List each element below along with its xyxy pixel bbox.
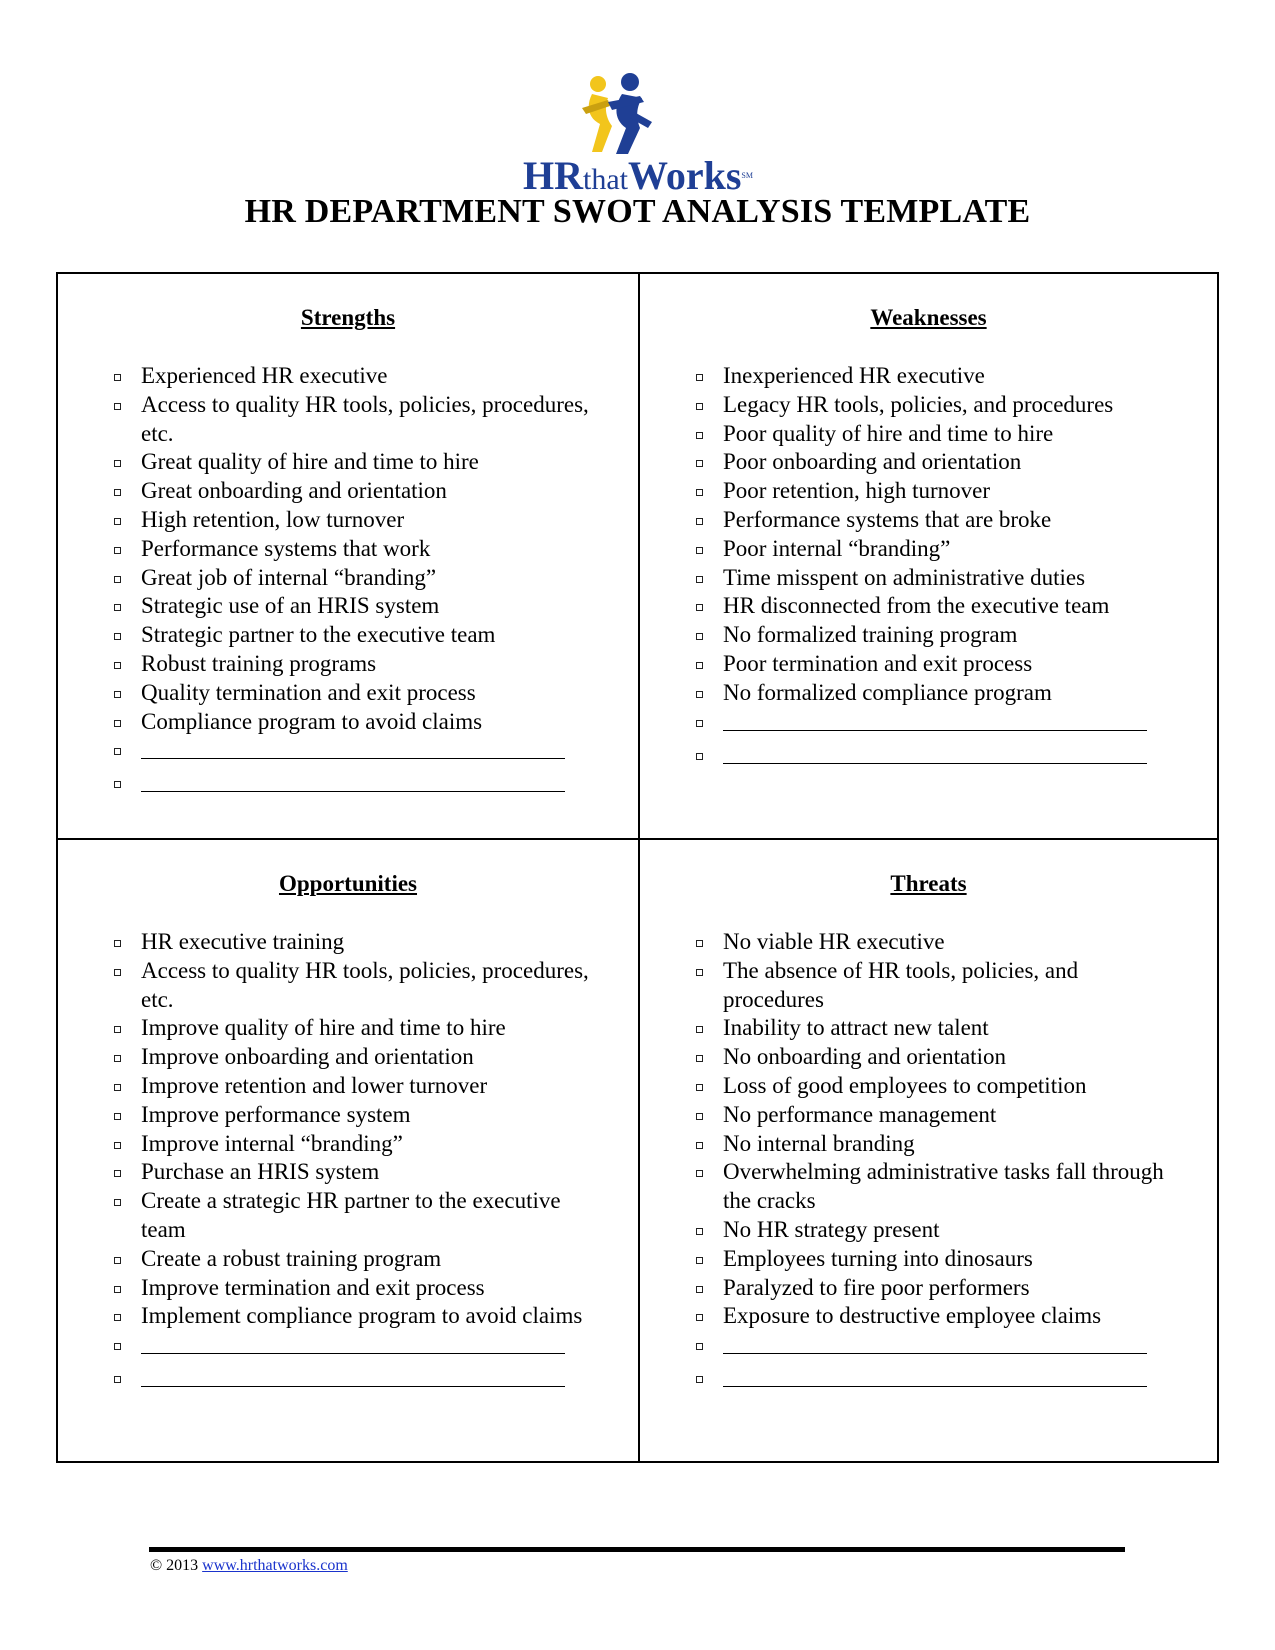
running-figures-icon [578,72,698,158]
checkbox-icon [696,403,703,410]
list-item: Improve onboarding and orientation [110,1043,601,1072]
checkbox-icon [114,1343,121,1350]
checkbox-icon [696,1084,703,1091]
logo-wordmark: HRthatWorks℠ [523,153,753,198]
list-item: Great onboarding and orientation [110,477,601,506]
list-item: Improve performance system [110,1101,601,1130]
checkbox-icon [114,1286,121,1293]
checkbox-icon [696,460,703,467]
checkbox-icon [114,374,121,381]
strengths-heading: Strengths [300,305,396,330]
list-item: Create a robust training program [110,1245,601,1274]
list-item: Improve termination and exit process [110,1274,601,1303]
list-item: Great quality of hire and time to hire [110,448,601,477]
checkbox-icon [696,1055,703,1062]
checkbox-icon [114,781,121,788]
checkbox-icon [114,1026,121,1033]
list-item: No HR strategy present [692,1216,1183,1245]
checkbox-icon [114,604,121,611]
hrthatworks-logo [508,72,768,198]
checkbox-icon [114,1257,121,1264]
checkbox-icon [696,720,703,727]
threats-list [640,898,1217,1397]
weaknesses-heading: Weaknesses [870,305,987,330]
list-item: Robust training programs [110,650,601,679]
strengths-list [58,332,638,802]
list-item: HR disconnected from the executive team [692,592,1183,621]
weaknesses-list [640,332,1217,774]
list-item: HR executive training [110,928,601,957]
threats-heading: Threats [890,871,967,896]
list-item: Create a strategic HR partner to the executive team [110,1187,601,1245]
list-item: Purchase an HRIS system [110,1158,601,1187]
list-item: Exposure to destructive employee claims [692,1302,1183,1331]
checkbox-icon [696,940,703,947]
list-item: Great job of internal “branding” [110,564,601,593]
list-item: Improve quality of hire and time to hire [110,1014,601,1043]
checkbox-icon [696,753,703,760]
blank-entry-line[interactable] [110,1364,638,1397]
list-item: Access to quality HR tools, policies, procedures, etc. [110,391,601,449]
checkbox-icon [114,1142,121,1149]
list-item: Experienced HR executive [110,362,601,391]
checkbox-icon [114,1055,121,1062]
list-item: Legacy HR tools, policies, and procedures [692,391,1183,420]
blank-entry-line[interactable] [692,708,1217,741]
list-item: Compliance program to avoid claims [110,708,601,737]
list-item: Quality termination and exit process [110,679,601,708]
list-item: No viable HR executive [692,928,1183,957]
checkbox-icon [696,1257,703,1264]
checkbox-icon [114,489,121,496]
list-item: Implement compliance program to avoid claims [110,1302,601,1331]
list-item: No onboarding and orientation [692,1043,1183,1072]
checkbox-icon [696,662,703,669]
blank-entry-line[interactable] [110,736,638,769]
list-item: Poor retention, high turnover [692,477,1183,506]
blank-entry-line[interactable] [692,741,1217,774]
checkbox-icon [696,489,703,496]
checkbox-icon [696,1113,703,1120]
strengths-quadrant [58,274,638,802]
list-item: Performance systems that work [110,535,601,564]
checkbox-icon [114,576,121,583]
list-item: No performance management [692,1101,1183,1130]
checkbox-icon [114,969,121,976]
list-item: Performance systems that are broke [692,506,1183,535]
blank-entry-line[interactable] [110,769,638,802]
blank-entry-line[interactable] [692,1364,1217,1397]
checkbox-icon [696,1343,703,1350]
checkbox-icon [114,518,121,525]
checkbox-icon [696,1314,703,1321]
list-item: Poor quality of hire and time to hire [692,420,1183,449]
checkbox-icon [696,969,703,976]
checkbox-icon [114,1314,121,1321]
list-item: Poor termination and exit process [692,650,1183,679]
checkbox-icon [696,1228,703,1235]
checkbox-icon [114,460,121,467]
list-item: Improve retention and lower turnover [110,1072,601,1101]
list-item: Time misspent on administrative duties [692,564,1183,593]
list-item: Improve internal “branding” [110,1130,601,1159]
checkbox-icon [696,547,703,554]
list-item: Strategic use of an HRIS system [110,592,601,621]
footer [150,1556,348,1576]
checkbox-icon [696,576,703,583]
website-link[interactable]: www.hrthatworks.com [202,1557,348,1574]
opportunities-heading: Opportunities [278,871,418,896]
blank-entry-line[interactable] [692,1331,1217,1364]
checkbox-icon [696,1170,703,1177]
checkbox-icon [114,547,121,554]
checkbox-icon [696,432,703,439]
list-item: Inability to attract new talent [692,1014,1183,1043]
checkbox-icon [114,1113,121,1120]
list-item: Employees turning into dinosaurs [692,1245,1183,1274]
checkbox-icon [114,662,121,669]
checkbox-icon [696,1286,703,1293]
footer-rule [149,1547,1125,1552]
list-item: Strategic partner to the executive team [110,621,601,650]
checkbox-icon [114,720,121,727]
list-item: Overwhelming administrative tasks fall through the cracks [692,1158,1183,1216]
list-item: No internal branding [692,1130,1183,1159]
list-item: Paralyzed to fire poor performers [692,1274,1183,1303]
checkbox-icon [696,518,703,525]
list-item: No formalized training program [692,621,1183,650]
opportunities-list [58,898,638,1397]
checkbox-icon [114,633,121,640]
checkbox-icon [696,1026,703,1033]
opportunities-quadrant [58,840,638,1397]
list-item: Poor onboarding and orientation [692,448,1183,477]
checkbox-icon [114,940,121,947]
weaknesses-quadrant [640,274,1217,774]
list-item: Inexperienced HR executive [692,362,1183,391]
list-item: High retention, low turnover [110,506,601,535]
blank-entry-line[interactable] [110,1331,638,1364]
list-item: No formalized compliance program [692,679,1183,708]
list-item: Access to quality HR tools, policies, procedures, etc. [110,957,601,1015]
list-item: Poor internal “branding” [692,535,1183,564]
list-item: Loss of good employees to competition [692,1072,1183,1101]
checkbox-icon [696,1376,703,1383]
checkbox-icon [696,1142,703,1149]
copyright-text: © 2013 [150,1557,203,1574]
checkbox-icon [696,691,703,698]
checkbox-icon [114,748,121,755]
page-title: HR DEPARTMENT SWOT ANALYSIS TEMPLATE [244,193,1031,230]
checkbox-icon [114,1376,121,1383]
threats-quadrant [640,840,1217,1397]
checkbox-icon [114,1199,121,1206]
checkbox-icon [114,403,121,410]
checkbox-icon [696,604,703,611]
checkbox-icon [696,633,703,640]
checkbox-icon [696,374,703,381]
checkbox-icon [114,1084,121,1091]
checkbox-icon [114,691,121,698]
list-item: The absence of HR tools, policies, and procedures [692,957,1183,1015]
checkbox-icon [114,1170,121,1177]
swot-grid [56,272,1219,1463]
